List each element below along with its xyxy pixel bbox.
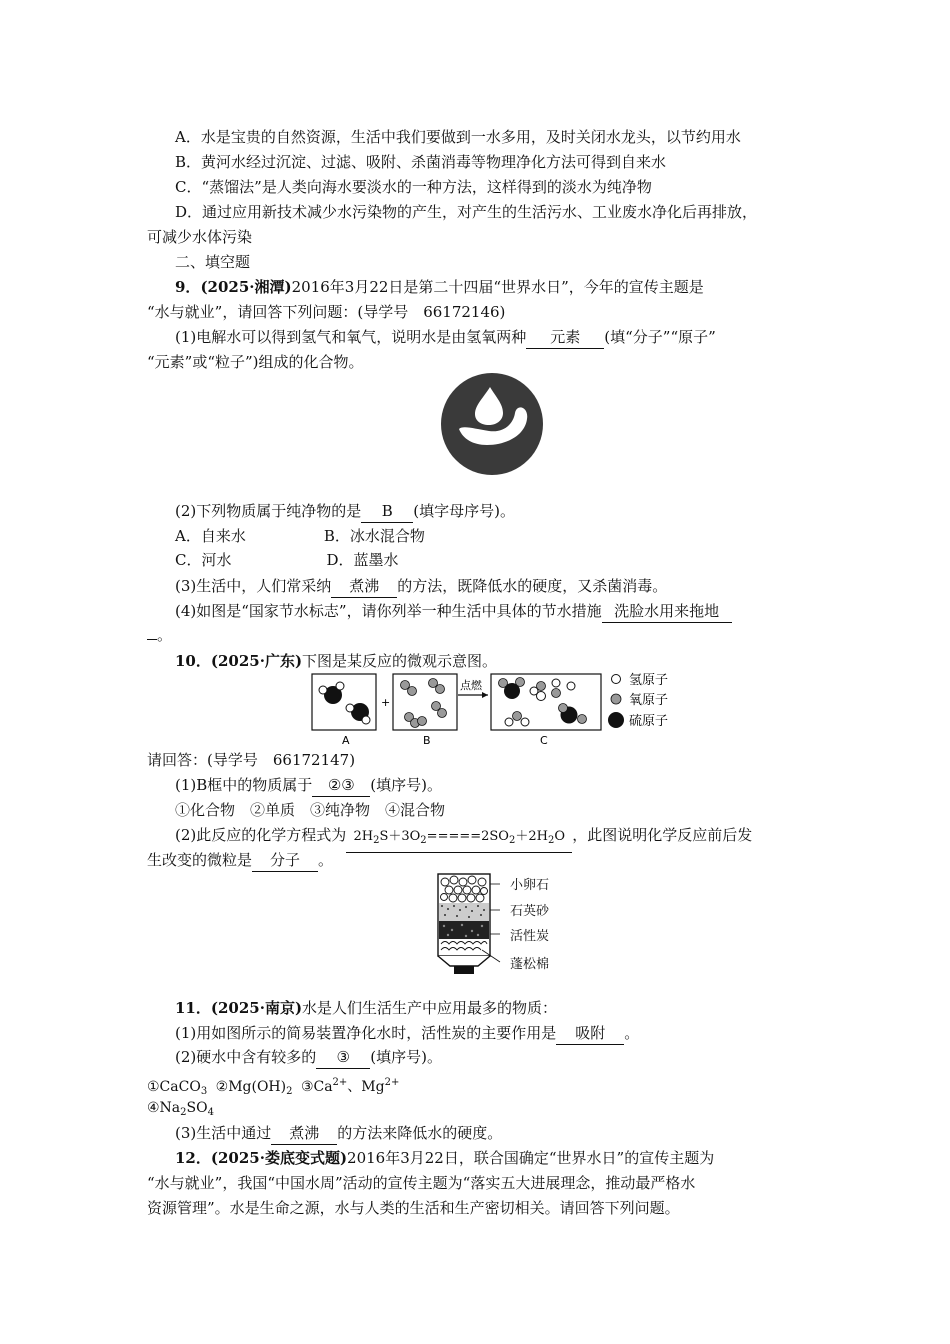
q8-option-b: B．黄河水经过沉淀、过滤、吸附、杀菌消毒等物理净化方法可得到自来水 [175, 153, 667, 171]
q9-number: 9． [175, 278, 201, 296]
q10-part2-text: (2)此反应的化学方程式为 [175, 826, 347, 844]
q11-choices: ①CaCO$_3$ $②Mg(OH)_2$ $③Ca^{2+}$、$Mg^{2+}$ [147, 1077, 400, 1097]
q9-part2 [175, 500, 515, 523]
q11-number: 11． [175, 999, 211, 1017]
filter-label-activated-carbon: 活性炭 [510, 929, 550, 944]
q9-part2-text: (2)下列物质属于纯净物的是 [175, 502, 362, 520]
filter-label-quartz-sand: 石英砂 [510, 904, 550, 919]
legend-hydrogen-icon [612, 675, 621, 684]
q9-stem-text: 2016年3月22日是第二十四届“世界水日”，今年的宣传主题是 [291, 278, 704, 296]
q10-source: (2025·广东) [210, 652, 303, 670]
q12-number: 12． [175, 1149, 211, 1167]
q9-part4-answer: 洗脸水用来拖地 [602, 600, 732, 623]
q8-option-a: A．水是宝贵的自然资源，生活中我们要做到一水多用，及时关闭水龙头，以节约用水 [175, 128, 741, 146]
q9-part3-text: (3)生活中，人们常采纳 [175, 577, 332, 595]
q11-part2-hint: (填序号)。 [370, 1048, 442, 1066]
hydrogen-atom [319, 686, 327, 694]
q8-option-c: C．“蒸馏法”是人类向海水要淡水的一种方法，这样得到的淡水为纯净物 [175, 178, 652, 196]
q10-equation-answer: $2H_2S+3O_2=====2SO_2+2H_2O$ [346, 826, 572, 853]
q10-stem-text: 下图是某反应的微观示意图。 [302, 652, 498, 670]
q9-source: (2025·湘潭) [200, 278, 292, 296]
section-title: 二、填空题 [175, 253, 251, 271]
q11-part3-text: (3)生活中通过 [175, 1124, 272, 1142]
arrow-label: 点燃 [460, 679, 482, 692]
legend-sulfur-icon [608, 712, 624, 728]
q10-part2-end: 。 [318, 851, 334, 869]
q11-part2-text: (2)硬水中含有较多的 [175, 1048, 317, 1066]
q11-source: (2025·南京) [210, 999, 303, 1017]
q8-option-d: D．通过应用新技术减少水污染物的产生，对产生的生活污水、工业废水净化后再排放， [175, 203, 758, 221]
q12-source: (2025·娄底变式题) [210, 1149, 348, 1167]
water-saving-logo-icon [441, 373, 543, 475]
q10-part1-text: (1)B框中的物质属于 [175, 776, 313, 794]
q9-part4-end: 。 [157, 626, 173, 644]
q9-part4 [175, 600, 732, 623]
q9-stem [175, 276, 704, 298]
q9-option-d: D．蓝墨水 [326, 551, 399, 569]
arrow-head-icon [482, 692, 488, 698]
q11-part3-answer: 煮沸 [271, 1122, 337, 1145]
q10-part1 [175, 774, 442, 797]
hydrogen-atom [362, 716, 370, 724]
q11-part1-end: 。 [624, 1024, 640, 1042]
hydrogen-atom [336, 682, 344, 690]
q9-part1-text: (1)电解水可以得到氢气和氧气，说明水是由氢氧两种 [175, 328, 527, 346]
q10-part2-cont [147, 849, 333, 872]
q11-part3 [175, 1122, 502, 1145]
hydrogen-atom [346, 704, 354, 712]
simple-water-filter [432, 870, 502, 980]
legend-oxygen-icon [611, 694, 621, 704]
q9-part1-cont: “元素”或“粒子”)组成的化合物。 [147, 353, 364, 371]
box-b-label: B [423, 734, 431, 747]
q10-choices: ①化合物 ②单质 ③纯净物 ④混合物 [175, 801, 446, 819]
q11-part1-text: (1)用如图所示的简易装置净化水时，活性炭的主要作用是 [175, 1024, 557, 1042]
q9-part1 [175, 326, 716, 349]
q11-part2 [175, 1046, 442, 1069]
reaction-diagram [305, 668, 685, 750]
q11-part2-answer: ③ [316, 1046, 370, 1069]
q10-part2-rest: ，此图说明化学反应前后发 [572, 826, 753, 844]
q10-ask: 请回答：(导学号 66172147) [147, 751, 356, 769]
q10-part2-cont-text: 生改变的微粒是 [147, 851, 253, 869]
q10-part1-answer: ②③ [312, 774, 370, 797]
box-a-label: A [342, 734, 350, 747]
q9-part3 [175, 575, 667, 598]
legend-hydrogen: 氢原子 [629, 673, 669, 688]
q12-stem-text: 2016年3月22日，联合国确定“世界水日”的宣传主题为 [347, 1149, 715, 1167]
q12-stem [175, 1147, 714, 1169]
box-c-label: C [540, 734, 548, 747]
q12-stem-cont1: “水与就业”，我国“中国水周”活动的宣传主题为“落实五大进展理念，推动最严格水 [147, 1174, 696, 1192]
legend-sulfur: 硫原子 [629, 714, 669, 729]
filter-label-pebbles: 小卵石 [510, 878, 550, 893]
q9-stem-cont: “水与就业”，请回答下列问题：(导学号 66172146) [147, 303, 506, 321]
q11-part1-answer: 吸附 [556, 1022, 624, 1045]
q9-part4-cont [147, 624, 172, 646]
q9-option-b: B．冰水混合物 [323, 527, 425, 545]
q11-part3-rest: 的方法来降低水的硬度。 [337, 1124, 503, 1142]
q9-options-ab [175, 525, 425, 547]
q9-part2-answer: B [361, 500, 413, 523]
q9-part1-hint: (填“分子”“原子” [604, 328, 716, 346]
q11-stem [175, 997, 557, 1019]
filter-label-cotton: 蓬松棉 [510, 957, 550, 972]
q10-part1-hint: (填序号)。 [370, 776, 442, 794]
q10-number: 10． [175, 652, 211, 670]
plus-sign: + [381, 696, 391, 709]
q9-part3-rest: 的方法，既降低水的硬度，又杀菌消毒。 [397, 577, 668, 595]
q9-part1-answer: 元素 [526, 326, 604, 349]
q9-option-a: A．自来水 [175, 527, 246, 545]
q10-part2-answer: 分子 [252, 849, 318, 872]
legend-oxygen: 氧原子 [629, 693, 669, 708]
q8-option-d-cont: 可减少水体污染 [147, 228, 253, 246]
q9-part4-text: (4)如图是“国家节水标志”，请你列举一种生活中具体的节水措施 [175, 602, 602, 620]
q9-part3-answer: 煮沸 [331, 575, 397, 598]
q11-stem-text: 水是人们生活生产中应用最多的物质： [302, 999, 558, 1017]
q11-part1 [175, 1022, 639, 1045]
q9-option-c: C．河水 [175, 551, 232, 569]
q12-stem-cont2: 资源管理”。水是生命之源，水与人类的生活和生产密切相关。请回答下列问题。 [147, 1199, 680, 1217]
q9-options-cd [175, 549, 399, 571]
q11-choice-4: $④Na_2SO_4$ [147, 1100, 214, 1118]
q9-part2-hint: (填字母序号)。 [413, 502, 515, 520]
